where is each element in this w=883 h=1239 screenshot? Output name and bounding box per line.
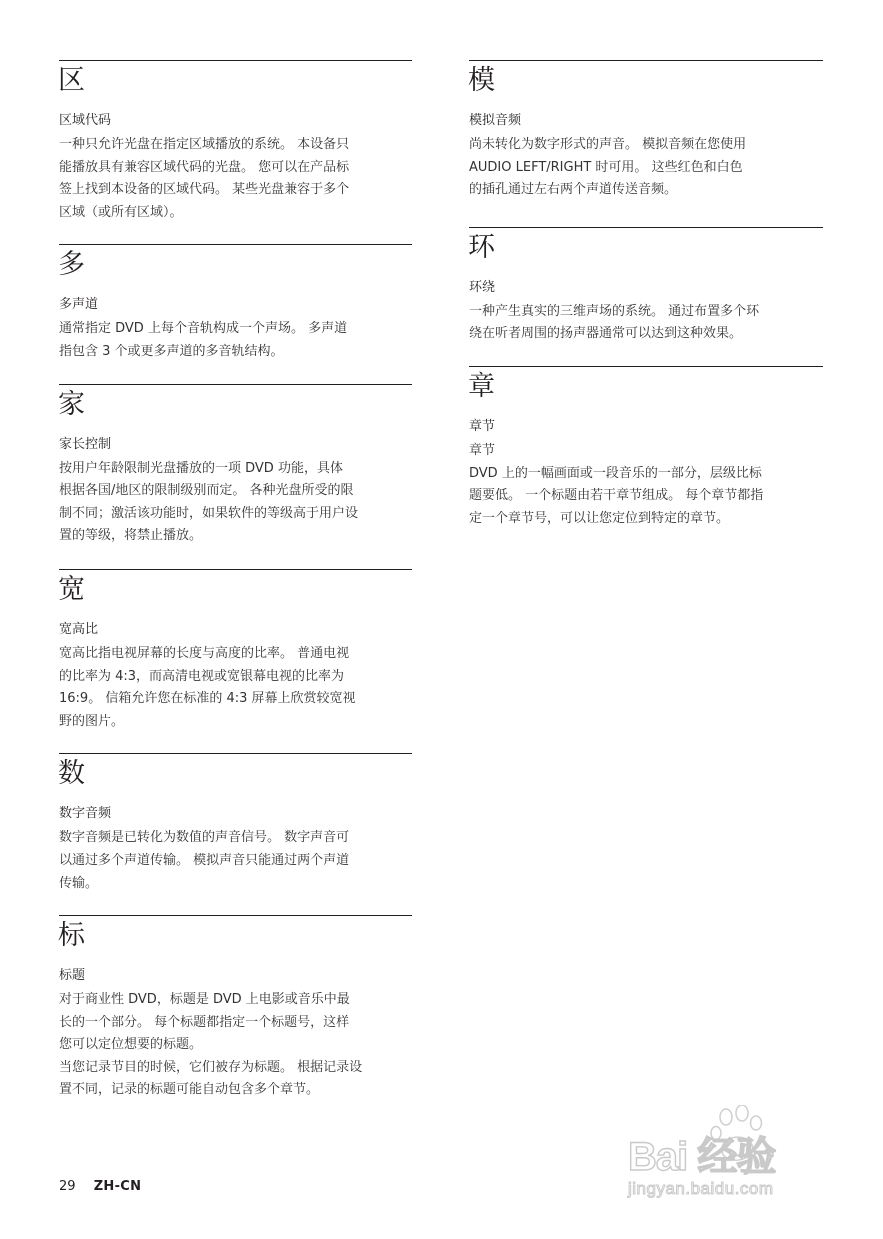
glossary-definition [59,134,412,224]
glossary-definition [469,301,823,346]
glossary-definition [59,643,412,733]
watermark-logo-text: Bai 经验 [628,1135,776,1179]
definition-line: 题要低。 一个标题由若干章节组成。 每个章节都指 [469,488,764,504]
definition-line: 制不同；激活该功能时，如果软件的等级高于用户设 [59,505,359,521]
glossary-term: 多声道 [59,297,99,313]
definition-line: 尚未转化为数字形式的声音。 模拟音频在您使用 [469,137,747,152]
left-column [59,60,412,1102]
definition-line: 一种只允许光盘在指定区域播放的系统。 本设备只 [59,137,350,152]
glossary-term: 家长控制 [59,436,112,452]
definition-line: 对于商业性 DVD，标题是 DVD 上电影或音乐中最 [59,992,350,1008]
definition-line: 根据各国/地区的限制级别而定。 各种光盘所受的限 [59,483,354,499]
right-column [469,60,823,530]
watermark-url: jingyan.baidu.com [628,1179,774,1198]
glossary-definition [59,318,412,363]
definition-line: 通常指定 DVD 上每个音轨构成一个声场。 多声道 [59,321,348,337]
glossary-term: 区域代码 [59,113,112,128]
glossary-definition [469,134,823,202]
language-code: ZH-CN [93,1179,142,1194]
definition-line: 16:9。 信箱允许您在标准的 4:3 屏幕上欣赏较宽视 [59,691,356,707]
section-letter: 模 [468,65,495,96]
definition-line: 指包含 3 个或更多声道的多音轨结构。 [59,343,284,359]
definition-line: 定一个章节号，可以让您定位到特定的章节。 [469,510,730,526]
definition-line: AUDIO LEFT/RIGHT 时可用。 这些红色和白色 [469,159,743,175]
page-number: 29 [59,1179,76,1194]
section-letter: 区 [58,65,85,96]
definition-line: 宽高比指电视屏幕的长度与高度的比率。 普通电视 [59,645,350,661]
glossary-term: 宽高比 [59,621,99,637]
section-letter: 标 [58,920,85,952]
definition-line: 按用户年龄限制光盘播放的一项 DVD 功能，具体 [59,460,343,476]
definition-line: 置不同，记录的标题可能自动包含多个章节。 [59,1082,320,1098]
definition-line: 章节 [469,442,496,458]
definition-line: 您可以定位想要的标题。 [59,1037,203,1053]
definition-line: 长的一个部分。 每个标题都指定一个标题号，这样 [59,1014,350,1030]
page-footer [59,1179,141,1195]
glossary-section [469,60,823,202]
glossary-section [59,915,412,1102]
section-letter: 家 [58,388,85,420]
definition-line: DVD 上的一幅画面或一段音乐的一部分，层级比标 [469,465,762,481]
section-letter: 多 [58,249,85,281]
glossary-section [59,244,412,363]
baidu-jingyan-watermark [628,1105,828,1205]
glossary-term: 标题 [59,968,86,984]
definition-line: 野的图片。 [59,713,125,729]
glossary-section [59,569,412,733]
definition-line: 绕在听者周围的扬声器通常可以达到这种效果。 [469,326,743,342]
definition-line: 当您记录节目的时候，它们被存为标题。 根据记录设 [59,1059,363,1075]
definition-line: 的插孔通过左右两个声道传送音频。 [469,182,678,198]
section-letter: 章 [468,370,495,402]
section-letter: 环 [468,231,495,263]
definition-line: 签上找到本设备的区域代码。 某些光盘兼容于多个 [59,182,350,198]
glossary-section [469,227,823,346]
definition-line: 数字音频是已转化为数值的声音信号。 数字声音可 [59,830,350,846]
glossary-section [59,753,412,895]
glossary-term: 模拟音频 [469,113,522,128]
definition-line: 传输。 [59,875,99,891]
definition-line: 区域（或所有区域）。 [59,204,183,220]
definition-line: 以通过多个声道传输。 模拟声音只能通过两个声道 [59,852,350,868]
glossary-section [59,384,412,548]
definition-line: 置的等级，将禁止播放。 [59,528,203,544]
glossary-term: 环绕 [469,279,496,295]
definition-line: 的比率为 4:3，而高清电视或宽银幕电视的比率为 [59,668,345,684]
section-letter: 宽 [58,573,85,605]
glossary-definition [469,440,823,530]
glossary-definition [59,989,412,1102]
glossary-term: 数字音频 [59,806,112,822]
definition-line: 一种产生真实的三维声场的系统。 通过布置多个环 [469,303,760,319]
glossary-section [469,366,823,530]
glossary-definition [59,458,412,548]
section-letter: 数 [58,758,85,790]
glossary-section [59,60,412,224]
definition-line: 能播放具有兼容区域代码的光盘。 您可以在产品标 [59,159,350,175]
glossary-definition [59,827,412,895]
glossary-term: 章节 [469,418,496,434]
